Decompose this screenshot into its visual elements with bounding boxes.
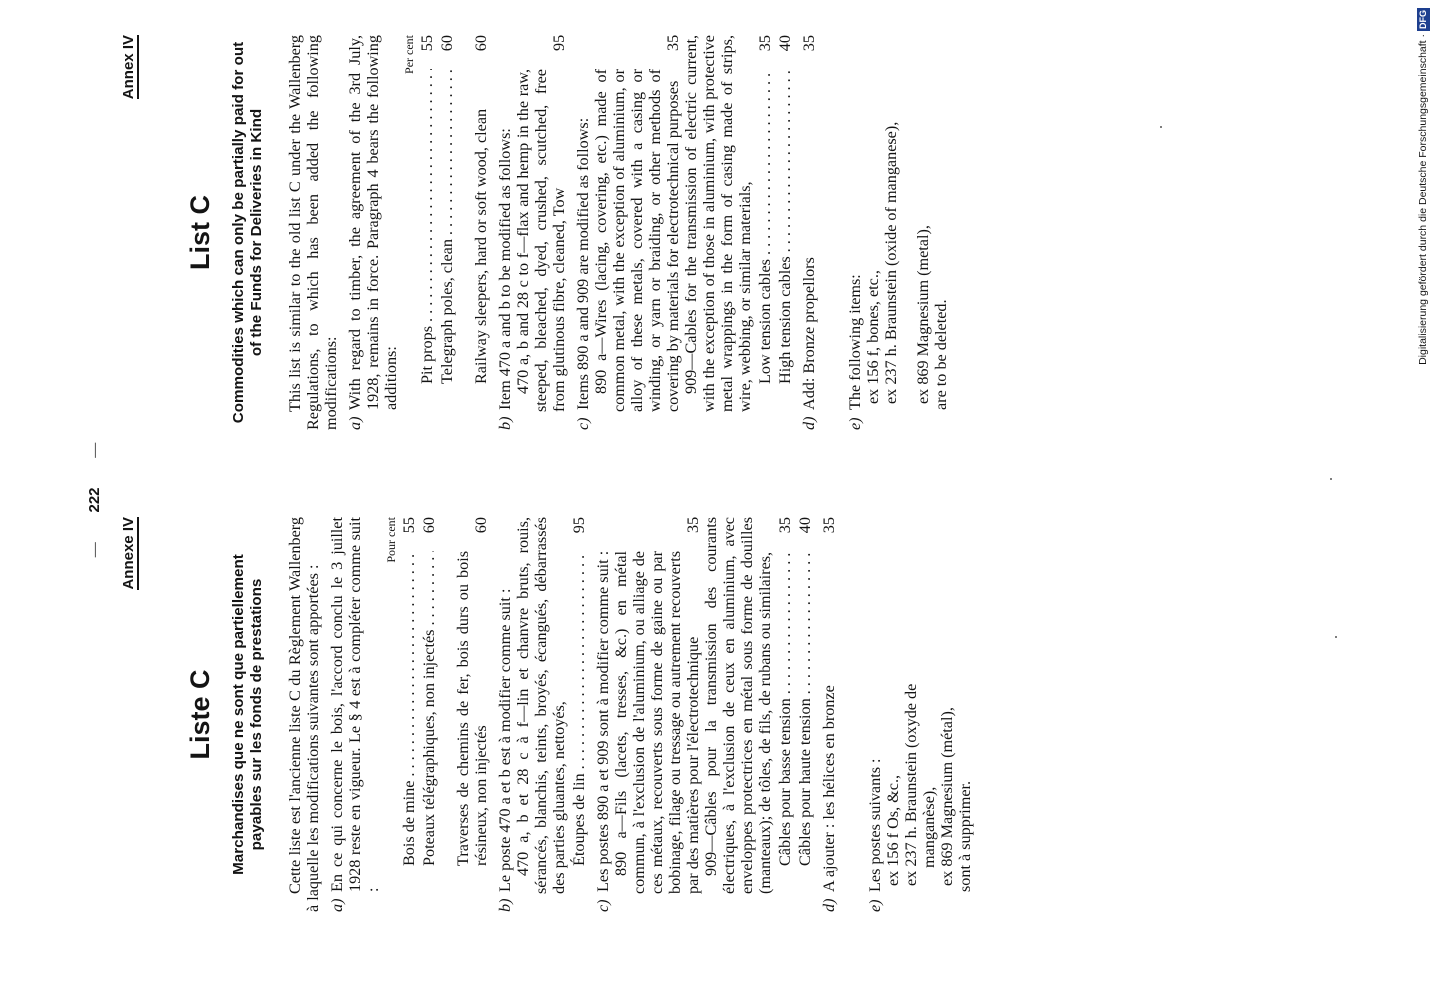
deleted-item: ex 869 Magnesium (métal),: [938, 707, 956, 886]
item-label: Câbles pour haute tension . . .: [796, 551, 814, 866]
item-label: Bois de mine . . .: [400, 551, 418, 866]
item-value: 40: [776, 35, 794, 52]
item-value: 95: [550, 34, 568, 51]
section-c: [594, 517, 612, 912]
sub-paragraph: [612, 517, 702, 912]
dash-left: —: [87, 542, 103, 558]
item-value: 35: [800, 35, 818, 52]
list-item: [438, 35, 456, 430]
english-column: [120, 35, 950, 430]
section-e: [866, 517, 884, 912]
section-text: Item 470 a and b to be modified as follows:: [496, 128, 514, 410]
item-value: 35: [684, 516, 702, 533]
annex-text: Annexe IV: [120, 517, 137, 590]
list-title: List C: [185, 195, 215, 271]
deleted-item: ex 237 h. Braunstein (oxyde de: [902, 683, 920, 886]
section-a: [328, 517, 382, 912]
section-letter: e): [866, 899, 884, 912]
credit-text: Digitalisierung gefördert durch die Deutsche Forschungsgemeinschaft ·: [1417, 34, 1429, 365]
list-item: [776, 35, 794, 430]
annex-text: Annex IV: [120, 35, 137, 100]
sub-text: 890 a—Wires (lacing, covering, etc.) made of common metal, with the exception of aluminium, or alloy of these metals, covered with a casing or winding, or yarn or braiding, or other methods of covering by materials for electrotechnical purposes: [592, 69, 682, 412]
sub-text: 470 a, b and 28 c to f—flax and hemp in the raw, steeped, bleached, dyed, crushed, scutched, free from glutinous fibre, cleaned, Tow: [514, 69, 568, 412]
item-value: 55: [400, 517, 418, 534]
item-value: 55: [418, 35, 436, 52]
section-b: [496, 517, 514, 912]
item-label: Add: Bronze propellors: [800, 257, 818, 410]
deleted-item: ex 156 f, bones, etc.,: [864, 270, 882, 404]
digitization-credit: [1414, 8, 1432, 392]
list-item: [454, 517, 490, 912]
section-a: [346, 35, 400, 430]
running-head: [86, 0, 104, 1000]
item-value: 35: [776, 517, 794, 534]
list-item: [400, 517, 418, 912]
scan-speck: [1330, 478, 1332, 480]
item-label: Câbles pour basse tension . . .: [776, 551, 794, 866]
section-letter: b): [496, 898, 514, 912]
section-text: Items 890 a and 909 are modified as follows:: [574, 117, 592, 410]
item-label: Étoupes de lin . . .: [570, 551, 588, 866]
item-value: 35: [756, 35, 774, 52]
item-label: Telegraph poles, clean . . .: [438, 69, 456, 384]
list-item: [420, 517, 438, 912]
section-letter: a): [328, 898, 346, 912]
dfg-logo: DFG: [1418, 10, 1428, 29]
scan-speck: [1160, 126, 1162, 128]
annex-label: [120, 35, 138, 430]
list-item: [472, 35, 490, 430]
section-c: [574, 35, 592, 430]
closing-line: sont à supprimer.: [956, 780, 974, 892]
section-b: [496, 35, 514, 430]
item-label: Pit props . . .: [418, 69, 436, 384]
item-value: 40: [796, 517, 814, 534]
section-text: Les postes 890 a et 909 sont à modifier comme suit :: [594, 550, 612, 892]
item-value: 95: [570, 517, 588, 534]
sub-paragraph: 909—Cables for the transmission of electric current, with the exception of those in aluminium, with protective metal wrappings in the form of casing made of strips, wire, webbing, or similar materials,: [682, 35, 754, 412]
unit-label: Pour cent: [384, 517, 398, 563]
section-d: [820, 517, 838, 912]
deleted-item: ex 156 f Os, &c.,: [884, 774, 902, 886]
closing-line: are to be deleted.: [932, 299, 950, 410]
section-text: Le poste 470 a et b est à modifier comme suit :: [496, 588, 514, 892]
section-letter: a): [346, 416, 364, 430]
deleted-item: ex 869 Magnesium (metal),: [914, 225, 932, 404]
item-label: A ajouter : les hélices en bronze: [820, 685, 838, 892]
annex-label: [120, 517, 138, 912]
item-value: 35: [820, 517, 838, 534]
list-subtitle: Marchandises que ne sont que partiellement payables sur les fonds de prestations: [230, 554, 265, 875]
intro-paragraph: Cette liste est l'ancienne liste C du Règlement Wallenberg à laquelle les modifications suivantes sont apportées :: [286, 517, 322, 912]
item-label: Traverses de chemins de fer, bois durs ou bois résineux, non injectés: [454, 551, 490, 866]
section-text: Les postes suivants :: [866, 758, 884, 892]
sub-paragraph: [592, 35, 682, 430]
dash-right: —: [87, 442, 103, 458]
list-item: [756, 35, 774, 430]
french-column: [120, 517, 974, 912]
section-e: [846, 35, 864, 430]
section-letter: d): [820, 898, 838, 912]
section-text: With regard to timber, the agreement of the 3rd July, 1928, remains in force. Paragraph 4 bears the following additions:: [346, 35, 400, 410]
sub-paragraph: 470 a, b et 28 c à f—lin et chanvre bruts, rouis, sérancés, blanchis, teints, broyés, écangués, débarrassés des parties gluantes, nettoyés,: [514, 517, 568, 894]
section-letter: e): [846, 417, 864, 430]
list-subtitle: Commodities which can only be partially paid for out of the Funds for Deliveries in Kind: [230, 41, 265, 424]
section-letter: b): [496, 416, 514, 430]
unit-label: Per cent: [402, 35, 416, 74]
list-item: [796, 517, 814, 912]
sub-text: 890 a—Fils (lacets, tresses, &c.) en métal commun, à l'exclusion de l'aluminium, ou alliage de ces métaux, recouverts sous forme de gaine ou par bobinage, filage ou tressage ou autrement recouverts par des matières pour l'électrotechnique: [612, 551, 702, 894]
list-item: [418, 35, 436, 430]
section-d: [800, 35, 818, 430]
item-label: Poteaux télégraphiques, non injectés . . .: [420, 551, 438, 866]
section-letter: d): [800, 416, 818, 430]
item-value: 60: [420, 517, 438, 534]
page-number: 222: [86, 487, 103, 513]
item-value: 60: [438, 35, 456, 52]
sub-paragraph: [514, 35, 568, 430]
item-value: 35: [664, 34, 682, 51]
section-letter: c): [594, 899, 612, 912]
list-title: Liste C: [185, 669, 215, 760]
section-text: The following items:: [846, 274, 864, 410]
item-label: Railway sleepers, hard or soft wood, clean: [472, 108, 490, 384]
list-item: [570, 517, 588, 912]
item-label: High tension cables . . .: [776, 69, 794, 384]
sub-paragraph: 909—Câbles pour la transmission des courants électriques, à l'exclusion de ceux en aluminium, avec enveloppes protectrices en métal sous forme de douilles (manteaux); de tôles, de fils, de rubans ou similaires,: [702, 517, 774, 894]
intro-paragraph: This list is similar to the old list C under the Wallenberg Regulations, to which has been added the following modifications:: [286, 35, 340, 430]
section-letter: c): [574, 417, 592, 430]
item-value: 60: [472, 517, 490, 534]
deleted-item-cont: manganèse),: [920, 786, 938, 868]
list-item: [776, 517, 794, 912]
item-value: 60: [472, 35, 490, 52]
scan-speck: [1335, 636, 1337, 638]
item-label: Low tension cables . . .: [756, 69, 774, 384]
section-text: En ce qui concerne le bois, l'accord conclu le 3 juillet 1928 reste en vigueur. Le § 4 est à compléter comme suit :: [328, 517, 382, 892]
deleted-item: ex 237 h. Braunstein (oxide of manganese),: [882, 121, 900, 404]
